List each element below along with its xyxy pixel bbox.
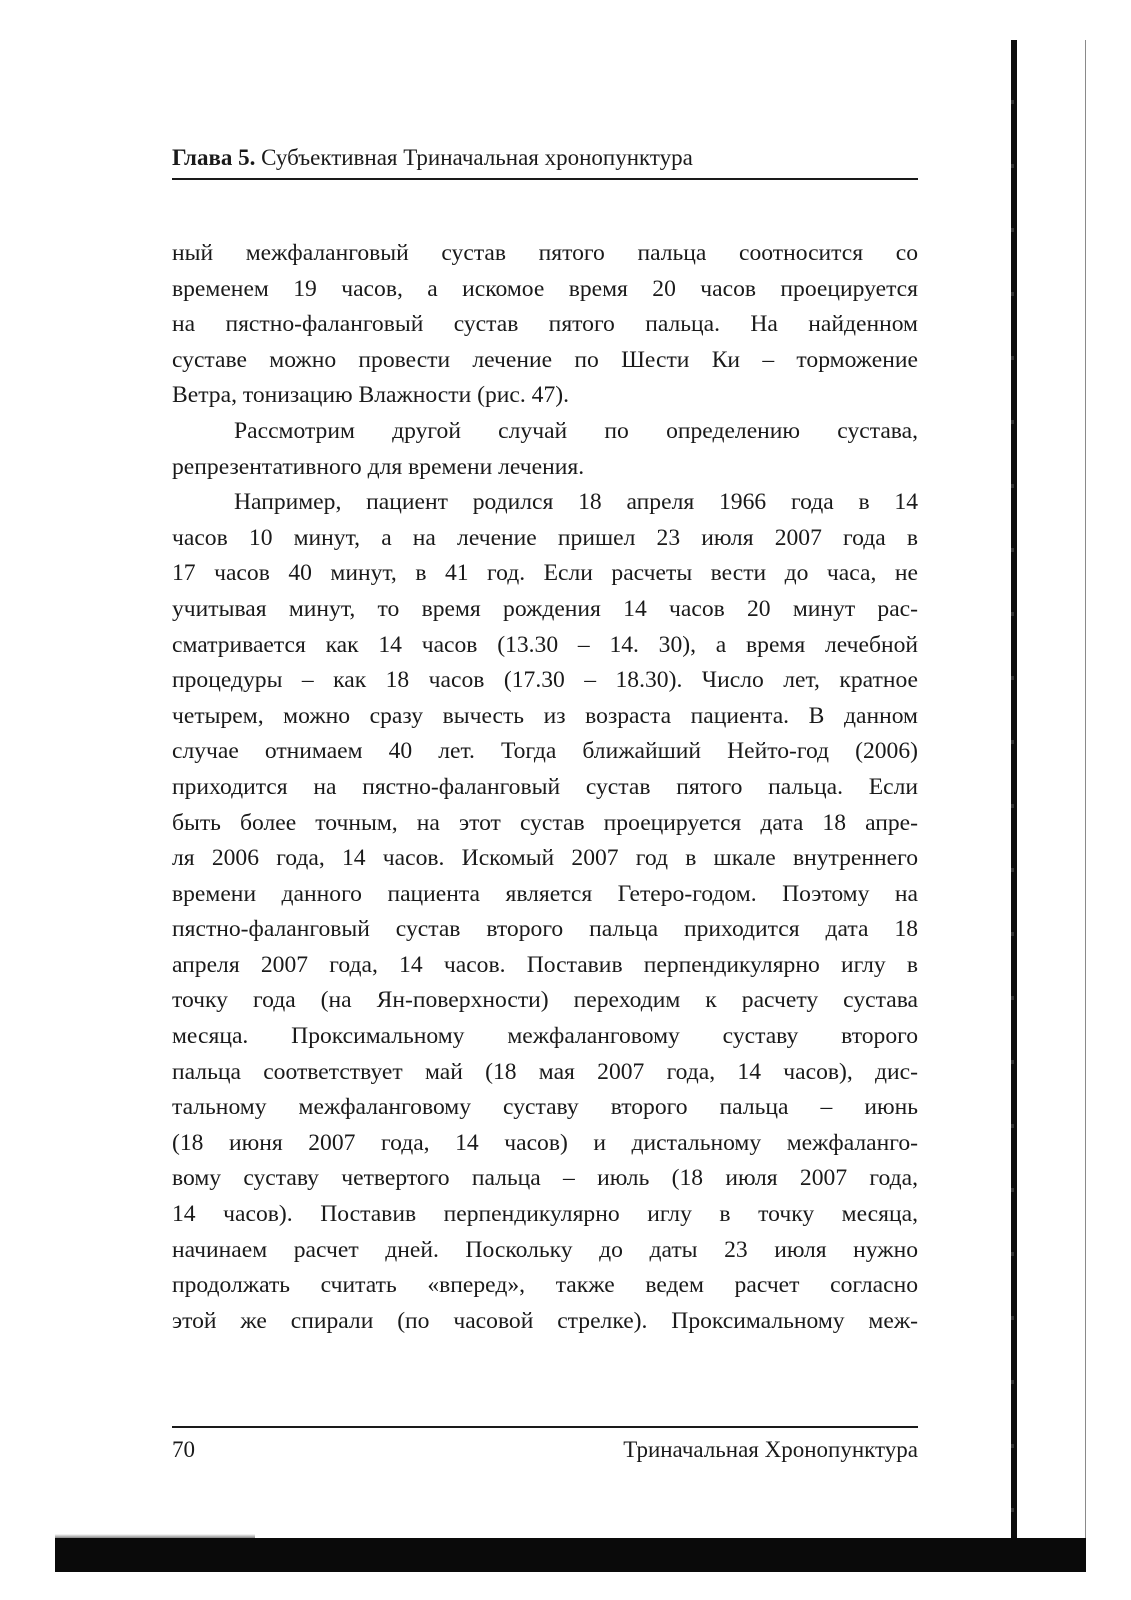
text-line: продолжать считать «вперед», также ведем расчет согласно bbox=[172, 1272, 918, 1299]
chapter-title: Субъективная Триначальная хронопунктура bbox=[261, 145, 693, 170]
text-line: временем 19 часов, а искомое время 20 часов проецируется bbox=[172, 275, 918, 302]
text-line: тальному межфаланговому суставу второго пальца – июнь bbox=[172, 1094, 918, 1121]
text-line: быть более точным, на этот сустав проецируется дата 18 апре- bbox=[172, 809, 918, 836]
text-line: ный межфаланговый сустав пятого пальца соотносится со bbox=[172, 240, 918, 266]
text-line: учитывая минут, то время рождения 14 часов 20 минут рас- bbox=[172, 595, 918, 622]
text-line: четырем, можно сразу вычесть из возраста пациента. В данном bbox=[172, 702, 918, 729]
running-header-text bbox=[172, 144, 693, 172]
chapter-label: Глава 5. bbox=[172, 145, 256, 170]
text-line: Например, пациент родился 18 апреля 1966 года в 14 bbox=[234, 489, 918, 516]
scan-shadow-right-texture bbox=[1011, 40, 1014, 1540]
scan-paper-edge bbox=[1085, 40, 1086, 1550]
text-line: начинаем расчет дней. Поскольку до даты 23 июля нужно bbox=[172, 1236, 918, 1263]
running-footer bbox=[172, 1426, 918, 1468]
text-line: Ветра, тонизацию Влажности (рис. 47). bbox=[172, 382, 569, 409]
text-line: (18 июня 2007 года, 14 часов) и дистальному межфаланго- bbox=[172, 1129, 918, 1156]
page-number: 70 bbox=[172, 1437, 195, 1462]
text-line: этой же спирали (по часовой стрелке). Проксимальному меж- bbox=[172, 1307, 918, 1334]
text-line: Рассмотрим другой случай по определению сустава, bbox=[234, 417, 918, 444]
text-line: 14 часов). Поставив перпендикулярно иглу в точку месяца, bbox=[172, 1201, 918, 1228]
text-line: вому суставу четвертого пальца – июль (18 июля 2007 года, bbox=[172, 1165, 918, 1192]
scan-shadow-bottom bbox=[55, 1538, 1086, 1572]
body-text bbox=[172, 236, 918, 1339]
text-line: пястно-фаланговый сустав второго пальца приходится дата 18 bbox=[172, 916, 918, 943]
text-line: приходится на пястно-фаланговый сустав пятого пальца. Если bbox=[172, 773, 918, 800]
book-title: Триначальная Хронопунктура bbox=[623, 1437, 918, 1462]
text-line: ля 2006 года, 14 часов. Искомый 2007 год в шкале внутреннего bbox=[172, 845, 918, 872]
text-line: процедуры – как 18 часов (17.30 – 18.30). Число лет, кратное bbox=[172, 667, 918, 694]
text-line: времени данного пациента является Гетеро-годом. Поэтому на bbox=[172, 880, 918, 907]
text-line: на пястно-фаланговый сустав пятого пальца. На найденном bbox=[172, 311, 918, 338]
text-line: апреля 2007 года, 14 часов. Поставив перпендикулярно иглу в bbox=[172, 951, 918, 978]
running-header bbox=[172, 142, 918, 180]
text-line: пальца соответствует май (18 мая 2007 года, 14 часов), дис- bbox=[172, 1058, 918, 1085]
text-line: сматривается как 14 часов (13.30 – 14. 30), а время лечебной bbox=[172, 631, 918, 658]
text-line: точку года (на Ян-поверхности) переходим к расчету сустава bbox=[172, 987, 918, 1014]
text-line: репрезентативного для времени лечения. bbox=[172, 453, 585, 480]
text-line: месяца. Проксимальному межфаланговому суставу второго bbox=[172, 1023, 918, 1050]
text-line: суставе можно провести лечение по Шести Ки – торможение bbox=[172, 346, 918, 373]
text-line: случае отнимаем 40 лет. Тогда ближайший Нейто-год (2006) bbox=[172, 738, 918, 765]
text-line: часов 10 минут, а на лечение пришел 23 июля 2007 года в bbox=[172, 524, 918, 551]
text-line: 17 часов 40 минут, в 41 год. Если расчеты вести до часа, не bbox=[172, 560, 918, 587]
